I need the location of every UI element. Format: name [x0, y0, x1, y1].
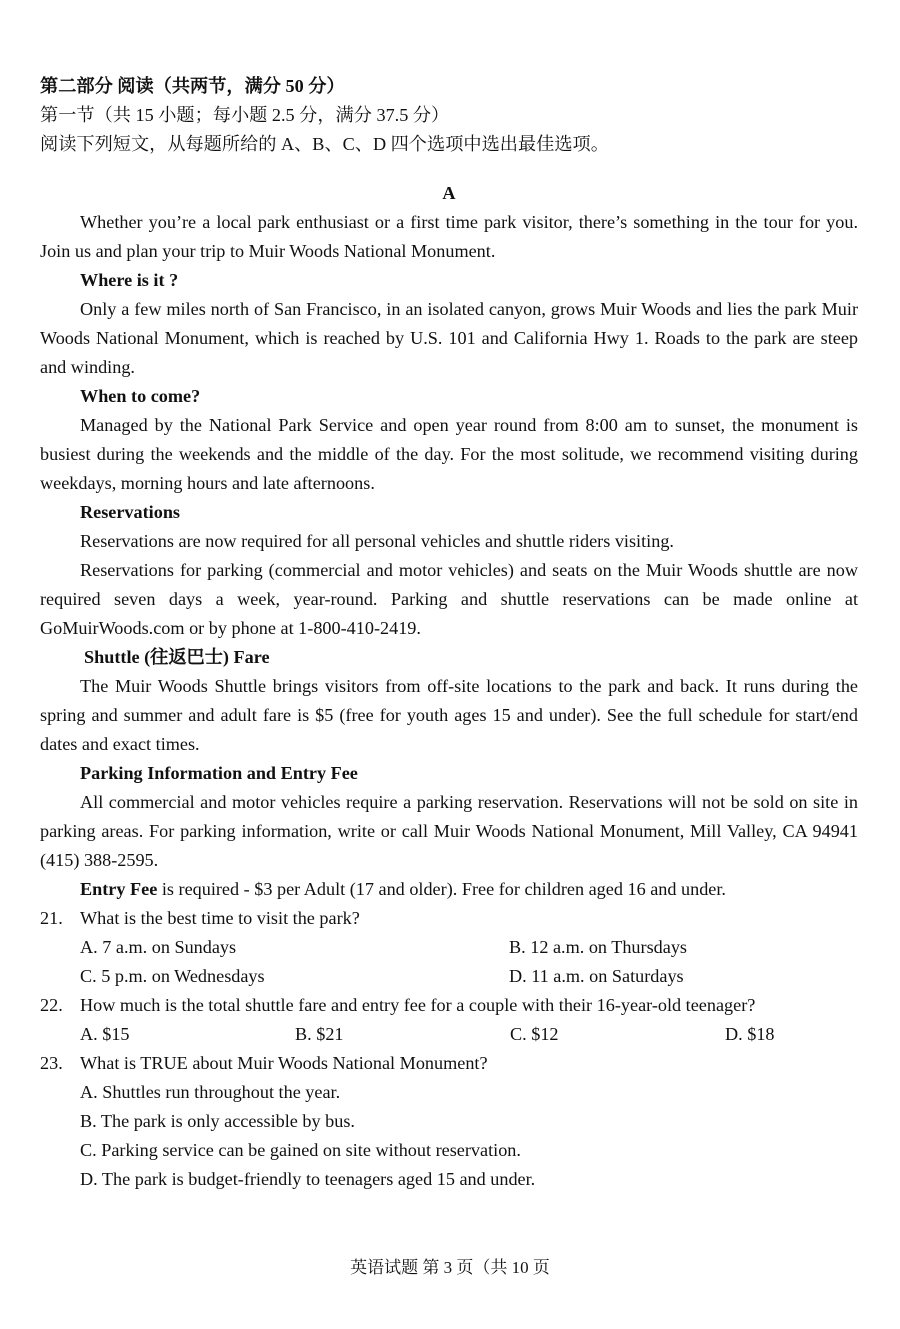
question-22-options: [40, 1020, 858, 1049]
question-number: 21.: [40, 908, 63, 928]
option-d: D. The park is budget-friendly to teenagers aged 15 and under.: [80, 1169, 536, 1189]
when-heading: When to come?: [80, 386, 201, 406]
question-21: [40, 904, 858, 933]
where-heading: Where is it ?: [80, 270, 179, 290]
question-text: How much is the total shuttle fare and entry fee for a couple with their 16-year-old teenager?: [80, 995, 756, 1015]
option-a: A. 7 a.m. on Sundays: [80, 937, 237, 957]
option-b: B. $21: [295, 1024, 344, 1044]
page-footer: 英语试题 第 3 页（共 10 页: [350, 1258, 550, 1277]
question-text: What is TRUE about Muir Woods National Monument?: [80, 1053, 488, 1073]
option-d: D. $18: [725, 1024, 775, 1044]
question-23: [40, 1049, 858, 1078]
entry-fee-paragraph: [40, 875, 858, 904]
shuttle-text: The Muir Woods Shuttle brings visitors from off-site locations to the park and back. It runs during the spring and summer and adult fare is $5 (free for youth ages 15 and under). See the full schedule for start/end dates and exact times.: [40, 676, 858, 754]
reservations-text-1: Reservations are now required for all personal vehicles and shuttle riders visiting.: [80, 531, 674, 551]
passage-intro: Whether you’re a local park enthusiast or a first time park visitor, there’s something in the tour for you. Join us and plan your trip to Muir Woods National Monument.: [40, 212, 858, 261]
question-text: What is the best time to visit the park?: [80, 908, 360, 928]
option-b: B. The park is only accessible by bus.: [80, 1111, 355, 1131]
exam-page: [40, 72, 858, 1194]
when-text: Managed by the National Park Service and open year round from 8:00 am to sunset, the monument is busiest during the weekends and the middle of the day. For the most solitude, we recommend visiting during weekdays, morning hours and late afternoons.: [40, 415, 858, 493]
entry-fee-text: is required - $3 per Adult (17 and older). Free for children aged 16 and under.: [157, 879, 726, 899]
instruction-text: 阅读下列短文，从每题所给的 A、B、C、D 四个选项中选出最佳选项。: [40, 134, 609, 154]
option-d: D. 11 a.m. on Saturdays: [509, 966, 684, 986]
parking-heading: Parking Information and Entry Fee: [80, 763, 358, 783]
option-a: A. $15: [80, 1024, 130, 1044]
question-number: 22.: [40, 995, 63, 1015]
passage-label: A: [442, 183, 456, 203]
option-a: A. Shuttles run throughout the year.: [80, 1082, 341, 1102]
reservations-heading: Reservations: [80, 502, 181, 522]
shuttle-heading: Shuttle (往返巴士) Fare: [84, 647, 270, 667]
question-21-options: [40, 933, 858, 991]
reservations-text-2: Reservations for parking (commercial and motor vehicles) and seats on the Muir Woods shuttle are now required seven days a week, year-round. Parking and shuttle reservations can be made online at GoMuirWoods.com or by phone at 1-800-410-2419.: [40, 560, 858, 638]
question-number: 23.: [40, 1053, 63, 1073]
parking-text: All commercial and motor vehicles require a parking reservation. Reservations will not be sold on site in parking areas. For parking information, write or call Muir Woods National Monument, Mill Valley, CA 94941 (415) 388-2595.: [40, 792, 858, 870]
option-b: B. 12 a.m. on Thursdays: [509, 937, 687, 957]
question-23-options: [40, 1078, 858, 1194]
section-heading: 第一节（共 15 小题；每小题 2.5 分，满分 37.5 分）: [40, 105, 450, 125]
part-heading: 第二部分 阅读（共两节，满分 50 分）: [40, 76, 345, 96]
question-22: [40, 991, 858, 1020]
option-c: C. Parking service can be gained on site without reservation.: [80, 1140, 521, 1160]
entry-fee-label: Entry Fee: [80, 879, 158, 899]
where-text: Only a few miles north of San Francisco, in an isolated canyon, grows Muir Woods and lies the park Muir Woods National Monument, which is reached by U.S. 101 and California Hwy 1. Roads to the park are steep and winding.: [40, 299, 858, 377]
option-c: C. $12: [510, 1024, 559, 1044]
option-c: C. 5 p.m. on Wednesdays: [80, 966, 265, 986]
